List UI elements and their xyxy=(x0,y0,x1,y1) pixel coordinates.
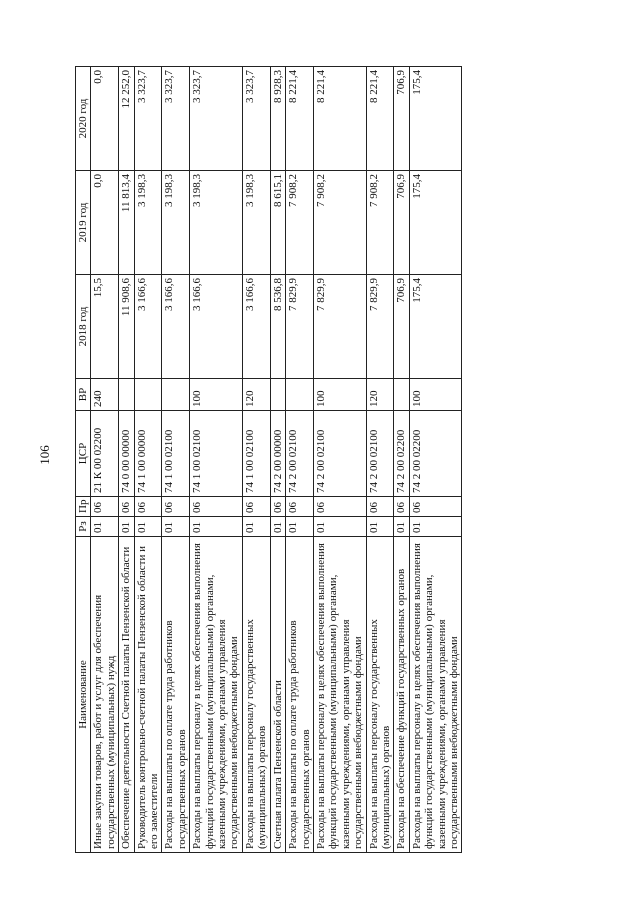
table-row xyxy=(134,67,162,853)
cell-csr: 74 2 00 02100 xyxy=(366,411,394,497)
rotated-page xyxy=(75,67,560,853)
table-header-row xyxy=(76,67,91,853)
cell-2019: 3 198,3 xyxy=(242,171,270,275)
cell-csr: 74 1 00 02100 xyxy=(242,411,270,497)
cell-rz: 01 xyxy=(313,517,366,537)
cell-pr: 06 xyxy=(162,497,190,517)
table-row xyxy=(242,67,270,853)
cell-2020: 8 221,4 xyxy=(313,67,366,171)
cell-pr: 06 xyxy=(394,497,409,517)
cell-vr: 120 xyxy=(242,379,270,411)
cell-csr: 74 1 00 02100 xyxy=(190,411,243,497)
table-row xyxy=(270,67,285,853)
cell-2018: 11 908,6 xyxy=(119,275,134,379)
cell-csr: 74 2 00 02200 xyxy=(394,411,409,497)
cell-2018: 3 166,6 xyxy=(190,275,243,379)
header-name: Наименование xyxy=(76,537,91,853)
table-row xyxy=(409,67,462,853)
cell-2020: 3 323,7 xyxy=(242,67,270,171)
cell-rz: 01 xyxy=(91,517,119,537)
header-pr: Пр xyxy=(76,497,91,517)
table-row xyxy=(366,67,394,853)
cell-rz: 01 xyxy=(366,517,394,537)
header-rz: Рз xyxy=(76,517,91,537)
cell-2018: 706,9 xyxy=(394,275,409,379)
cell-2020: 8 221,4 xyxy=(366,67,394,171)
cell-vr: 120 xyxy=(366,379,394,411)
cell-2019: 7 908,2 xyxy=(366,171,394,275)
cell-name: Обеспечение деятельности Счетной палаты Пензенской области xyxy=(119,537,134,853)
cell-name: Расходы на выплаты персоналу государственных (муниципальных) органов xyxy=(366,537,394,853)
header-csr: ЦСР xyxy=(76,411,91,497)
cell-pr: 06 xyxy=(91,497,119,517)
cell-vr xyxy=(270,379,285,411)
table-row xyxy=(394,67,409,853)
cell-name: Иные закупки товаров, работ и услуг для обеспечения государственных (муниципальных) нужд xyxy=(91,537,119,853)
cell-2020: 8 928,3 xyxy=(270,67,285,171)
cell-pr: 06 xyxy=(270,497,285,517)
cell-rz: 01 xyxy=(119,517,134,537)
cell-2019: 7 908,2 xyxy=(313,171,366,275)
cell-rz: 01 xyxy=(162,517,190,537)
cell-2018: 7 829,9 xyxy=(286,275,314,379)
cell-vr: 240 xyxy=(91,379,119,411)
table-row xyxy=(286,67,314,853)
cell-2020: 175,4 xyxy=(409,67,462,171)
cell-name: Расходы на обеспечение функций государственных органов xyxy=(394,537,409,853)
cell-2020: 8 221,4 xyxy=(286,67,314,171)
cell-name: Расходы на выплаты персоналу государственных (муниципальных) органов xyxy=(242,537,270,853)
cell-vr: 100 xyxy=(313,379,366,411)
header-vr: ВР xyxy=(76,379,91,411)
cell-2020: 3 323,7 xyxy=(134,67,162,171)
cell-csr: 74 1 00 02100 xyxy=(162,411,190,497)
cell-vr xyxy=(162,379,190,411)
budget-table xyxy=(75,66,462,853)
cell-2020: 3 323,7 xyxy=(190,67,243,171)
table-row xyxy=(190,67,243,853)
cell-2019: 11 813,4 xyxy=(119,171,134,275)
cell-name: Счетная палата Пензенской области xyxy=(270,537,285,853)
cell-2018: 175,4 xyxy=(409,275,462,379)
page-number: 106 xyxy=(37,445,52,465)
cell-2020: 12 252,0 xyxy=(119,67,134,171)
cell-pr: 06 xyxy=(119,497,134,517)
cell-2019: 706,9 xyxy=(394,171,409,275)
cell-csr: 74 2 00 02100 xyxy=(313,411,366,497)
cell-vr xyxy=(286,379,314,411)
cell-pr: 06 xyxy=(134,497,162,517)
cell-csr: 21 К 00 02200 xyxy=(91,411,119,497)
cell-csr: 74 2 00 02100 xyxy=(286,411,314,497)
cell-rz: 01 xyxy=(242,517,270,537)
header-2019: 2019 год xyxy=(76,171,91,275)
cell-rz: 01 xyxy=(190,517,243,537)
header-2018: 2018 год xyxy=(76,275,91,379)
cell-name: Руководитель контрольно-счетной палаты Пензенской области и его заместители xyxy=(134,537,162,853)
cell-2019: 0,0 xyxy=(91,171,119,275)
cell-csr: 74 1 00 00000 xyxy=(134,411,162,497)
cell-2018: 8 536,8 xyxy=(270,275,285,379)
cell-pr: 06 xyxy=(190,497,243,517)
cell-name: Расходы на выплаты персоналу в целях обеспечения выполнения функций государственными (муниципальными) органами, казенными учреждениями, органами управления государственными внебюджетными фондами xyxy=(409,537,462,853)
cell-2019: 8 615,1 xyxy=(270,171,285,275)
cell-2018: 3 166,6 xyxy=(162,275,190,379)
table-row xyxy=(313,67,366,853)
cell-2020: 706,9 xyxy=(394,67,409,171)
cell-rz: 01 xyxy=(270,517,285,537)
cell-2019: 3 198,3 xyxy=(134,171,162,275)
cell-2019: 175,4 xyxy=(409,171,462,275)
cell-vr xyxy=(119,379,134,411)
table-row xyxy=(91,67,119,853)
cell-rz: 01 xyxy=(394,517,409,537)
cell-rz: 01 xyxy=(134,517,162,537)
cell-csr: 74 2 00 00000 xyxy=(270,411,285,497)
cell-csr: 74 2 00 02200 xyxy=(409,411,462,497)
cell-pr: 06 xyxy=(286,497,314,517)
cell-rz: 01 xyxy=(286,517,314,537)
cell-2019: 3 198,3 xyxy=(190,171,243,275)
cell-2018: 7 829,9 xyxy=(313,275,366,379)
cell-vr xyxy=(394,379,409,411)
cell-pr: 06 xyxy=(313,497,366,517)
cell-2019: 3 198,3 xyxy=(162,171,190,275)
cell-2018: 15,5 xyxy=(91,275,119,379)
cell-rz: 01 xyxy=(409,517,462,537)
cell-name: Расходы на выплаты по оплате труда работников государственных органов xyxy=(162,537,190,853)
header-2020: 2020 год xyxy=(76,67,91,171)
cell-2018: 3 166,6 xyxy=(134,275,162,379)
cell-2020: 3 323,7 xyxy=(162,67,190,171)
table-row xyxy=(162,67,190,853)
cell-pr: 06 xyxy=(242,497,270,517)
cell-name: Расходы на выплаты по оплате труда работников государственных органов xyxy=(286,537,314,853)
cell-2018: 3 166,6 xyxy=(242,275,270,379)
cell-2018: 7 829,9 xyxy=(366,275,394,379)
cell-name: Расходы на выплаты персоналу в целях обеспечения выполнения функций государственными (муниципальными) органами, казенными учреждениями, органами управления государственными внебюджетными фондами xyxy=(190,537,243,853)
cell-name: Расходы на выплаты персоналу в целях обеспечения выполнения функций государственными (муниципальными) органами, казенными учреждениями, органами управления государственными внебюджетными фондами xyxy=(313,537,366,853)
cell-pr: 06 xyxy=(366,497,394,517)
cell-vr xyxy=(134,379,162,411)
cell-pr: 06 xyxy=(409,497,462,517)
cell-csr: 74 0 00 00000 xyxy=(119,411,134,497)
cell-2020: 0,0 xyxy=(91,67,119,171)
cell-2019: 7 908,2 xyxy=(286,171,314,275)
cell-vr: 100 xyxy=(190,379,243,411)
table-row xyxy=(119,67,134,853)
cell-vr: 100 xyxy=(409,379,462,411)
